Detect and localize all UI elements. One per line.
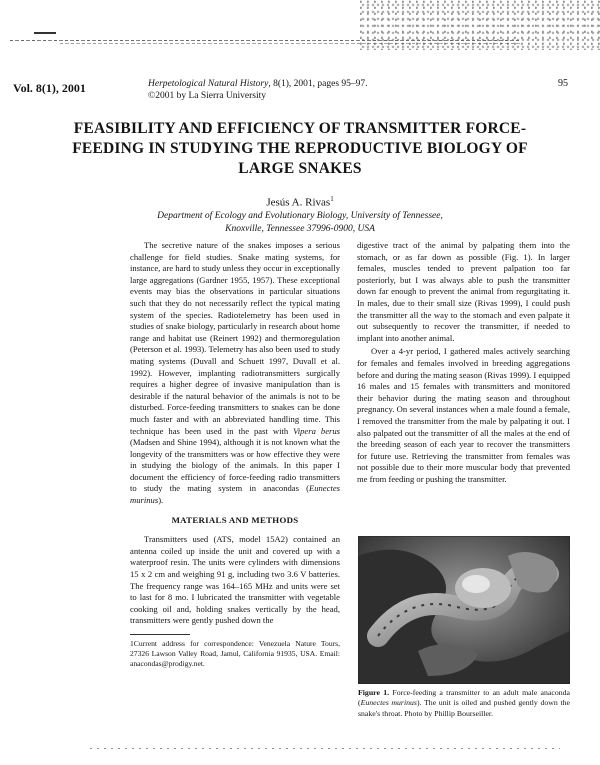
intro-text: The secretive nature of the snakes imposes a serious challenge for field studies. Snake mating systems, for instance, are hard to study unless they occur in exceptionally large aggregations (Gardner 1955, 1957). These exceptional events may bias the observations in particular situations such that they do not necessarily reflect the typical mating system of the species. Radiotelemetry has been used in studies of snake biology, particularly in research about home range and habitat use (Reinert 1992) and thermoregulation (Peterson et al. 1993). Telemetry has also been used to study mating systems (Duvall and Schuett 1997, Duvall et al. 1992). However, implanting radiotransmitters surgically requires a higher degree of invasive manipulation than is desirable if the natural behavior of the animals is not to be disturbed. Force-feeding transmitters to snakes can be done much faster and with an abbreviated handling time. This technique has been used in the past with [130,240,340,436]
affiliation [80,210,520,235]
copyright-line: ©2001 by La Sierra University [148,91,267,101]
figure-photo [358,536,570,684]
footnote-rule [130,634,190,635]
species-name: Eunectes murinus [360,698,417,708]
caption-text-end: ). The unit is oiled and pushed gently down the snake's throat. Photo by Phillip Bourseiller. [358,698,570,718]
intro-text-cont: (Madsen and Shine 1994), although it is not known what the longevity of the transmitters was or how effective they were in studying the biology of the animals. In this paper I document the efficiency of force-feeding radio transmitters to study the mating system in anacondas ( [130,437,340,494]
scan-mark [34,32,56,34]
affiliation-line-1: Department of Ecology and Evolutionary Biology, University of Tennessee, [157,211,443,221]
caption-text: Force-feeding a transmitter to an adult male anaconda ( [358,688,570,708]
species-name: Vipera berus [293,425,340,436]
intro-text-end: ). [158,495,164,506]
scan-artifact-top [0,0,600,60]
page-number: 95 [558,78,568,89]
article-title: FEASIBILITY AND EFFICIENCY OF TRANSMITTER FORCE-FEEDING IN STUDYING THE REPRODUCTIVE BIOLOGY OF LARGE SNAKES [72,120,528,177]
author-name: Jesús A. Rivas [266,196,331,209]
anaconda-photo-illustration [358,536,570,684]
species-name: Eunectes murinus [130,483,340,506]
affiliation-line-2: Knoxville, Tennessee 37996-0900, USA [225,223,375,234]
footnote: 1Current address for correspondence: Venezuela Nature Tours, 27326 Lawson Valley Road, Jamul, California 91935, USA. Email: anacondas@prodigy.net. [130,639,340,668]
author-line [0,195,600,209]
methods-paragraph-2: Over a 4-yr period, I gathered males actively searching for females and females involved in breeding aggregations before and during the mating season (Rivas 1999). I equipped 16 males and 15 females with transmitters and monitored their behavior during the mating season and throughout pregnancy. On several instances when a male found a female, I removed the transmitter from the male by palpating it out. I also palpated out the transmitter of all the males at the end of the breeding season of each year to recover the transmitters for future use. Retrieving the transmitter from females was not possible due to their more muscular body that prevented me from feeding or pushing the transmitter. [357,346,570,484]
scan-noise [360,0,600,50]
journal-citation [148,78,368,102]
methods-paragraph: Transmitters used (ATS, model 15A2) contained an antenna coiled up inside the unit and covered up with a waterproof resin. The units were cylinders with dimensions 15 x 2 cm and weighing 91 g, including two 3.6 V batteries. The frequency range was 164–165 MHz and units were set to last for 8 mo. I lubricated the transmitter with vegetable cooking oil and, holding snakes vertically by the head, transmitters were gently pushed down the [130,534,340,626]
figure-label: Figure 1. [358,688,390,697]
scan-artifact-bottom [90,748,560,749]
figure-caption [358,688,570,719]
right-column [357,240,570,485]
section-heading: MATERIALS AND METHODS [171,514,299,525]
left-column [130,240,340,669]
running-header [0,76,600,110]
author-footnote-mark: 1 [330,195,334,203]
journal-issue: , 8(1), 2001, pages 95–97. [268,79,368,89]
methods-paragraph-cont: digestive tract of the animal by palpating them into the stomach, or as far down as possible (Fig. 1). In larger females, muscles tended to prevent palpation too far posteriorly, but I was always able to push the transmitter down far enough to prevent the animal from regurgitating it. In males, due to their small size (Rivas 1999), I could push the transmitter all the way to the stomach and even palpate it out subsequently to recover the transmitter, if needed to implant into another animal. [357,240,570,343]
journal-name: Herpetological Natural History [148,79,269,89]
volume-label: Vol. 8(1), 2001 [13,81,86,95]
intro-paragraph [130,240,340,507]
